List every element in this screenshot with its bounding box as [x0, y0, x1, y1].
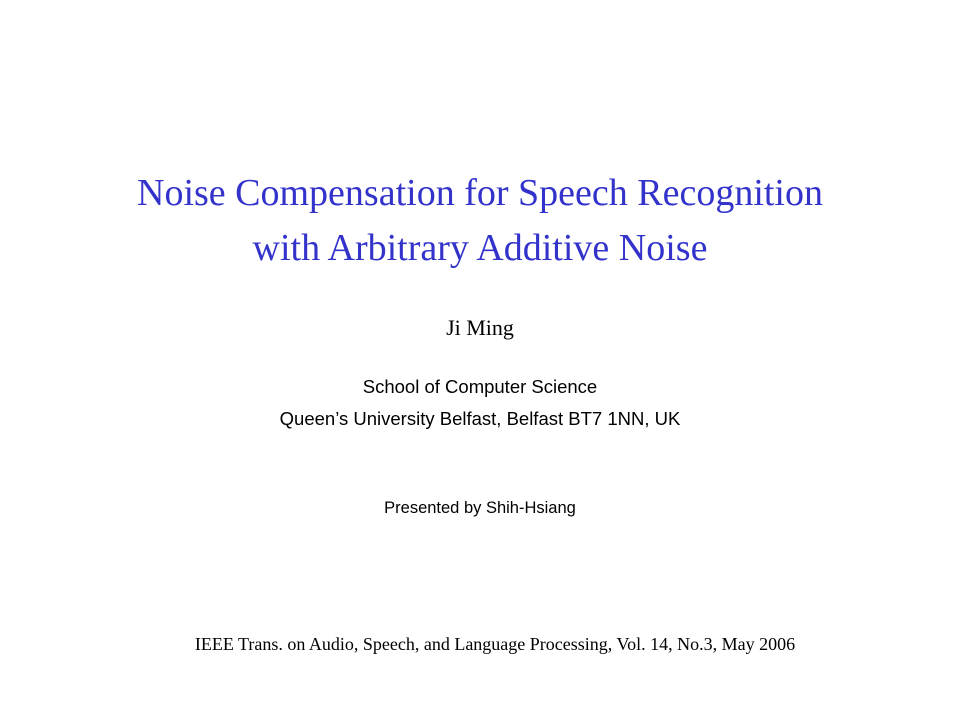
- publication-citation: IEEE Trans. on Audio, Speech, and Language Processing, Vol. 14, No.3, May 2006: [194, 634, 796, 654]
- title-line-2: with Arbitrary Additive Noise: [252, 227, 708, 269]
- affiliation-line-2: Queen’s University Belfast, Belfast BT7 1NN, UK: [279, 408, 681, 429]
- title-line-1: Noise Compensation for Speech Recognition: [137, 172, 823, 214]
- slide-title: [0, 166, 960, 276]
- presenter-credit: Presented by Shih-Hsiang: [384, 499, 576, 517]
- author-affiliation: [0, 371, 960, 435]
- affiliation-line-1: School of Computer Science: [362, 376, 598, 397]
- author-name: Ji Ming: [446, 315, 514, 340]
